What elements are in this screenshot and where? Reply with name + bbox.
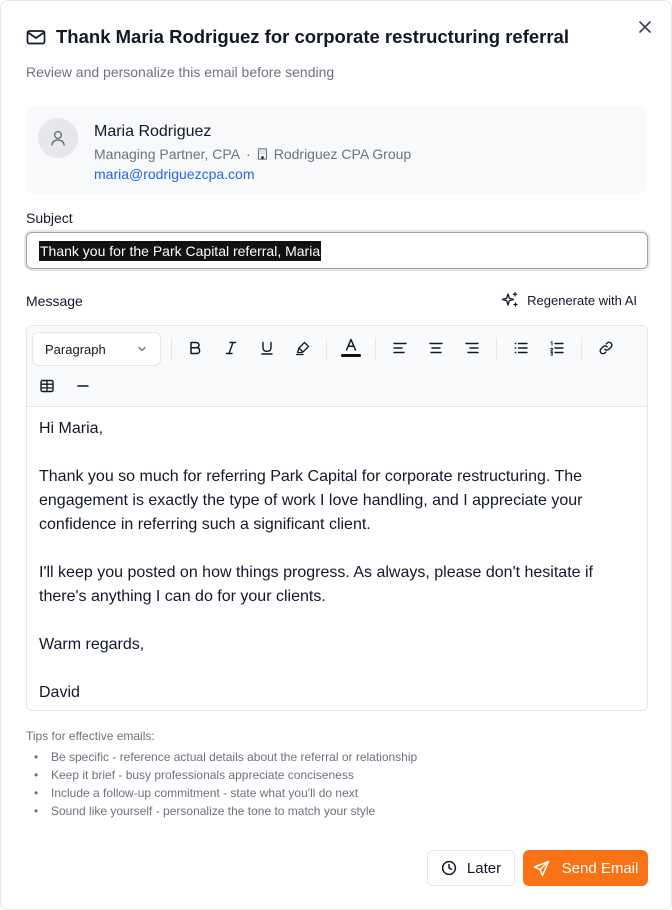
dialog-title: Thank Maria Rodriguez for corporate restructuring referral: [56, 26, 569, 47]
send-icon: [533, 860, 550, 877]
dialog-header: [26, 25, 611, 80]
bullet-list-icon: [513, 340, 529, 356]
clock-icon: [441, 860, 457, 876]
message-paragraph: Thank you so much for referring Park Capital for corporate restructuring. The engagement is exactly the type of work I love handling, and I appreciate your confidence in referring such a significant client.: [39, 468, 583, 533]
contact-company: Rodriguez CPA Group: [273, 146, 412, 162]
message-paragraph: [39, 441, 635, 465]
building-icon: [257, 148, 268, 160]
toolbar-separator: [375, 338, 376, 360]
message-paragraph: [39, 609, 635, 633]
italic-button[interactable]: [217, 334, 245, 362]
tip-item: • Include a follow-up commitment - state what you'll do next: [26, 784, 417, 802]
message-body[interactable]: [27, 407, 647, 711]
avatar: [38, 118, 78, 158]
numbered-list-icon: [549, 340, 565, 356]
block-format-value: Paragraph: [45, 341, 106, 357]
editor-toolbar: [27, 326, 647, 407]
italic-icon: [223, 340, 239, 356]
message-paragraph: David: [39, 684, 80, 701]
block-format-select[interactable]: [32, 332, 161, 366]
bold-button[interactable]: [181, 334, 209, 362]
contact-name: Maria Rodriguez: [94, 123, 212, 140]
toolbar-separator: [496, 338, 497, 360]
message-paragraph: I'll keep you posted on how things progress. As always, please don't hesitate if there's anything I can do for your clients.: [39, 564, 593, 605]
tips-section: [26, 728, 417, 820]
underline-icon: [259, 340, 275, 356]
text-color-button[interactable]: [337, 334, 365, 362]
send-label: Send Email: [561, 859, 639, 877]
subject-input[interactable]: [26, 232, 648, 269]
highlight-button[interactable]: [289, 334, 317, 362]
subject-label: Subject: [26, 210, 73, 226]
bullet-list-button[interactable]: [507, 334, 535, 362]
underline-button[interactable]: [253, 334, 281, 362]
insert-table-button[interactable]: [33, 372, 61, 400]
dialog-subtitle: Review and personalize this email before sending: [26, 64, 335, 80]
contact-card: [26, 106, 647, 194]
mail-icon: [26, 27, 46, 47]
close-icon: [638, 20, 652, 34]
text-color-icon: [340, 336, 362, 360]
message-paragraph: Warm regards,: [39, 636, 145, 653]
align-center-icon: [428, 340, 444, 356]
later-label: Later: [466, 859, 502, 877]
chevron-down-icon: [136, 343, 148, 355]
tip-item: • Be specific - reference actual details about the referral or relationship: [26, 748, 417, 766]
toolbar-separator: [171, 338, 172, 360]
regenerate-ai-button[interactable]: [501, 291, 637, 309]
message-paragraph: [39, 537, 635, 561]
tips-list: [26, 748, 417, 820]
bold-icon: [187, 340, 203, 356]
tip-item: • Sound like yourself - personalize the tone to match your style: [26, 802, 417, 820]
horizontal-rule-icon: [75, 378, 91, 394]
highlighter-icon: [295, 340, 311, 356]
toolbar-separator: [326, 338, 327, 360]
tip-item: • Keep it brief - busy professionals appreciate conciseness: [26, 766, 417, 784]
align-left-icon: [392, 340, 408, 356]
toolbar-separator: [581, 338, 582, 360]
link-button[interactable]: [592, 334, 620, 362]
contact-meta: [94, 145, 411, 163]
later-button[interactable]: [427, 850, 515, 886]
align-right-button[interactable]: [458, 334, 486, 362]
table-icon: [39, 378, 55, 394]
message-label: Message: [26, 293, 83, 309]
contact-email-link[interactable]: maria@rodriguezcpa.com: [94, 166, 255, 182]
meta-separator: ·: [246, 146, 251, 162]
sparkles-icon: [501, 291, 519, 309]
message-paragraph: [39, 657, 635, 681]
link-icon: [598, 340, 614, 356]
message-paragraph: Hi Maria,: [39, 420, 104, 437]
align-right-icon: [464, 340, 480, 356]
horizontal-rule-button[interactable]: [69, 372, 97, 400]
contact-role: Managing Partner, CPA: [94, 146, 241, 162]
regenerate-label: Regenerate with AI: [527, 292, 637, 308]
send-email-button[interactable]: [523, 850, 648, 886]
align-left-button[interactable]: [386, 334, 414, 362]
numbered-list-button[interactable]: [543, 334, 571, 362]
align-center-button[interactable]: [422, 334, 450, 362]
message-editor: [26, 325, 648, 711]
user-icon: [49, 129, 67, 147]
subject-value: Thank you for the Park Capital referral, Maria: [40, 242, 321, 259]
close-button[interactable]: [635, 17, 655, 37]
tips-title: Tips for effective emails:: [26, 729, 155, 743]
